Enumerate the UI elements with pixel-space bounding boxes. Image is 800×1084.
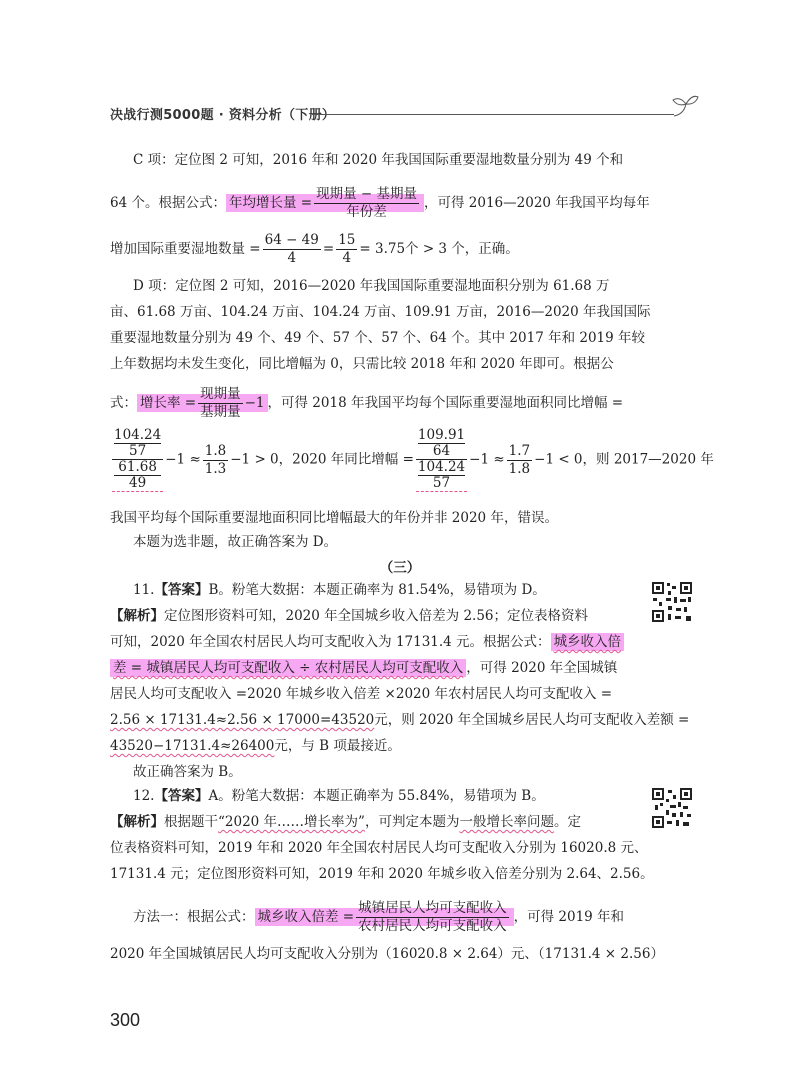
q12-line-5 <box>133 900 624 935</box>
answer-text: B。粉笔大数据：本题正确率为 81.54%，易错项为 D。 <box>208 582 546 598</box>
d-text: −1 < 0，则 2017—2020 年 <box>534 451 714 468</box>
q11-line-4 <box>110 658 617 678</box>
d-line-4: 上年数据均未发生变化，同比增幅为 0，只需比较 2018 年和 2020 年即可。根据公 <box>110 356 614 372</box>
d-line-2: 亩、61.68 万亩、104.24 万亩、104.24 万亩、109.91 万亩，2016—2020 年我国国际 <box>110 304 651 320</box>
q12-line-2 <box>110 812 581 832</box>
analysis-tag: 【解析】 <box>110 814 164 830</box>
value: 1.8 <box>508 460 531 477</box>
header-title: 决战行测5000题 · 资料分析（下册） <box>110 108 336 123</box>
formula-fraction <box>356 900 509 935</box>
fraction-top <box>112 428 163 460</box>
question-type: 一般增长率问题 <box>459 814 554 830</box>
analysis-text: 根据题干 <box>164 814 218 830</box>
q11-line-6 <box>110 710 689 730</box>
answer-text: A。粉笔大数据：本题正确率为 55.84%，易错项为 B。 <box>208 788 545 804</box>
value: 49 <box>129 475 147 491</box>
q12-line-6: 2020 年全国城镇居民人均可支配收入分别为（16020.8 × 2.64）元、（17131.4 × 2.56） <box>110 946 664 962</box>
d-text: −1 ≈ <box>165 451 201 468</box>
value: 104.24 <box>417 459 466 475</box>
formula-label: 增长率 = <box>140 395 197 411</box>
growth-rate-formula <box>137 386 268 420</box>
value: 61.68 <box>114 460 161 476</box>
q11-line-3 <box>110 632 624 652</box>
q11-line-2 <box>110 606 588 626</box>
c-line-3 <box>110 232 519 267</box>
analysis-text: 可知，2020 年全国农村居民人均可支配收入为 17131.4 元。根据公式： <box>110 634 551 650</box>
analysis-text: ，可得 2019 年和 <box>513 909 625 925</box>
approx-fraction <box>507 443 532 478</box>
d-line-3: 重要湿地数量分别为 49 个、49 个、57 个、57 个、64 个。其中 2017 年和 2019 年较 <box>110 330 646 346</box>
c-text: 64 个。根据公式： <box>110 195 226 211</box>
qr-code-icon[interactable] <box>650 580 694 624</box>
value: 57 <box>432 475 451 491</box>
header-rule <box>312 114 674 115</box>
analysis-text: 元，则 2020 年全国城乡居民人均可支配收入差额 = <box>374 712 690 728</box>
d-text: 式： <box>110 395 137 411</box>
calc-numerator: 15 <box>338 232 356 248</box>
formula-numerator: 现期量 − 基期量 <box>316 186 417 202</box>
c-text: ，可得 2016—2020 年我国平均每年 <box>424 195 650 211</box>
analysis-text: 。定 <box>553 814 581 830</box>
q12-line-4: 17131.4 元；定位图形资料可知，2019 年和 2020 年城乡收入倍差分别为 2.64、2.56。 <box>110 866 654 882</box>
calc-numerator: 64 − 49 <box>264 232 319 248</box>
formula-numerator: 现期量 <box>200 386 241 402</box>
value: 109.91 <box>417 427 466 443</box>
q11-line-7 <box>110 736 401 756</box>
d-text: −1 ≈ <box>469 451 505 468</box>
value: 57 <box>129 443 147 459</box>
calc-fraction-2 <box>336 232 357 267</box>
analysis-text: ，可得 2020 年全国城镇 <box>466 660 618 676</box>
c-line-1: C 项：定位图 2 可知，2016 年和 2020 年我国国际重要湿地数量分别为 49 个和 <box>133 152 624 168</box>
answer-tag: 【答案】 <box>154 582 209 598</box>
fraction-bottom <box>112 460 163 491</box>
formula-label: 城乡收入倍差 = <box>257 909 355 925</box>
d-line-7: 我国平均每个国际重要湿地面积同比增幅最大的年份并非 2020 年，错误。 <box>110 510 558 526</box>
q12-line-3: 位表格资料可知，2019 年和 2020 年全国农村居民人均可支配收入分别为 16020.8 元、 <box>110 840 648 856</box>
analysis-text: 元，与 B 项最接近。 <box>274 738 401 754</box>
q12-answer-line <box>133 786 545 806</box>
formula-numerator: 城镇居民人均可支配收入 <box>358 900 507 916</box>
formula-label: 年均增长量 = <box>228 195 313 211</box>
question-number: 11. <box>133 582 155 598</box>
value: 1.3 <box>204 460 227 477</box>
avg-growth-formula <box>226 186 424 220</box>
d-text: ，可得 2018 年我国平均每个国际重要湿地面积同比增幅 = <box>267 395 624 411</box>
value: 1.8 <box>204 442 227 459</box>
value: 104.24 <box>114 427 162 443</box>
calc-denominator: 4 <box>342 250 352 266</box>
d-text: −1 > 0，2020 年同比增幅 = <box>230 451 414 468</box>
approx-fraction <box>203 443 228 478</box>
highlighted-formula: 差 = 城镇居民人均可支配收入 ÷ 农村居民人均可支配收入 <box>110 659 466 677</box>
c-text: = 3.75个 > 3 个，正确。 <box>359 241 519 257</box>
value: 1.7 <box>508 442 531 459</box>
d-line-1: D 项：定位图 2 可知，2016—2020 年我国国际重要湿地面积分别为 61.68 万 <box>133 278 610 294</box>
calc-highlight: 2.56 × 17131.4≈2.56 × 17000=43520 <box>110 712 375 728</box>
fraction-top <box>416 428 467 460</box>
answer-tag: 【答案】 <box>154 788 209 804</box>
analysis-text: 定位图形资料可知，2020 年全国城乡收入倍差为 2.56；定位表格资料 <box>164 608 588 624</box>
quoted-stem: “2020 年……增长率为” <box>218 814 365 830</box>
c-line-2 <box>110 186 650 221</box>
formula-denominator: 农村居民人均可支配收入 <box>358 918 507 934</box>
complex-fraction-2018 <box>112 428 163 492</box>
analysis-tag: 【解析】 <box>110 608 164 624</box>
section-3-title: （三） <box>379 560 421 576</box>
fraction-bottom <box>416 460 467 491</box>
analysis-text: ，可判定本题为 <box>364 814 460 830</box>
formula-fraction <box>198 386 243 421</box>
q11-line-5: 居民人均可支配收入 =2020 年城乡收入倍差 ×2020 年农村居民人均可支配收入 = <box>110 686 613 702</box>
formula-denominator: 年份差 <box>346 204 387 220</box>
c-text: 增加国际重要湿地数量 = <box>110 241 261 257</box>
income-ratio-formula <box>255 900 514 934</box>
leaf-icon <box>670 92 700 118</box>
complex-fraction-2020 <box>416 428 467 492</box>
formula-denominator: 基期量 <box>200 404 241 420</box>
d-line-5 <box>110 386 623 421</box>
calc-fraction-1 <box>263 232 321 267</box>
question-number: 12. <box>133 788 155 804</box>
highlighted-formula: 城乡收入倍 <box>551 633 625 651</box>
calc-denominator: 4 <box>287 250 297 266</box>
formula-fraction <box>314 186 419 221</box>
calc-highlight: 43520−17131.4≈26400 <box>110 738 275 754</box>
qr-code-icon[interactable] <box>650 786 694 830</box>
q11-answer-line <box>133 580 546 600</box>
analysis-text: 方法一：根据公式： <box>133 909 255 925</box>
formula-minus: −1 <box>244 395 265 411</box>
d-line-8: 本题为选非题，故正确答案为 D。 <box>133 534 338 550</box>
calc-equals: = <box>322 241 335 257</box>
value: 64 <box>432 443 451 459</box>
q11-conclusion: 故正确答案为 B。 <box>133 764 242 780</box>
page-number: 300 <box>110 1010 141 1030</box>
d-line-6 <box>110 428 714 492</box>
